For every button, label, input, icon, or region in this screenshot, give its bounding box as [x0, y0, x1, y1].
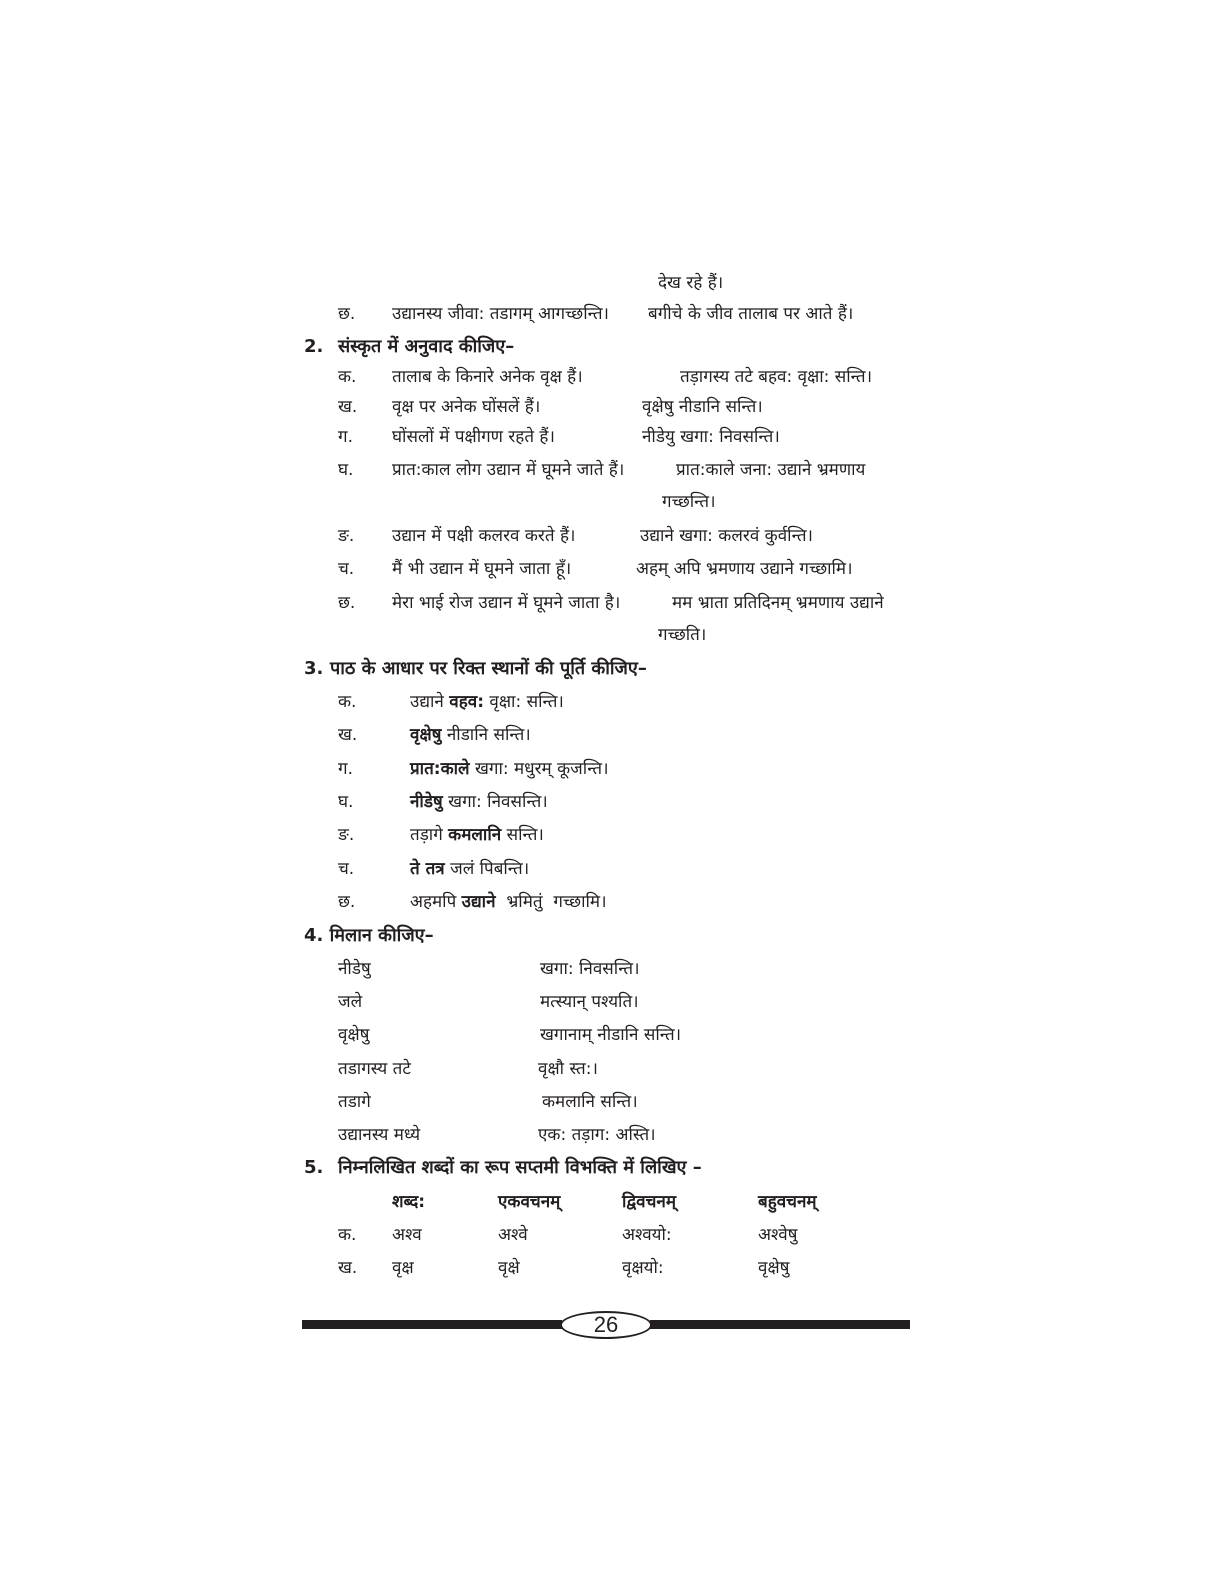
- item-label: क.: [338, 367, 357, 387]
- match-right: कमलानि सन्ति।: [542, 1092, 638, 1112]
- sanskrit-translation-cont: गच्छति।: [658, 625, 707, 645]
- match-left: उद्यानस्य मध्ये: [338, 1125, 421, 1145]
- answer-word: कमलानि: [448, 825, 502, 845]
- q2-title: संस्कृत में अनुवाद कीजिए–: [338, 336, 515, 357]
- q5-number: 5.: [304, 1157, 324, 1178]
- item-label: छ.: [338, 593, 356, 613]
- fill-blank-sentence: उद्याने वहव: वृक्षा: सन्ति।: [410, 692, 564, 712]
- fill-blank-sentence: ते तत्र जलं पिबन्ति।: [410, 859, 530, 879]
- match-left: तडागे: [338, 1092, 371, 1112]
- q5-title: निम्नलिखित शब्दों का रूप सप्तमी विभक्ति में लिखिए –: [338, 1157, 702, 1178]
- sanskrit-translation: उद्याने खगा: कलरवं कुर्वन्ति।: [640, 526, 813, 546]
- table-cell: अश्वे: [498, 1225, 528, 1245]
- q4-title: 4. मिलान कीजिए–: [304, 925, 434, 946]
- match-right: मत्स्यान् पश्यति।: [540, 992, 639, 1012]
- match-left: जले: [338, 992, 363, 1012]
- match-left: नीडेषु: [338, 959, 371, 979]
- fill-blank-sentence: तड़ागे कमलानि सन्ति।: [410, 825, 544, 845]
- sanskrit-translation-cont: गच्छन्ति।: [662, 492, 716, 512]
- item-label: छ.: [338, 304, 356, 324]
- match-right: खगानाम् नीडानि सन्ति।: [540, 1025, 682, 1045]
- table-header: बहुवचनम्: [758, 1192, 817, 1212]
- hindi-sentence: मेरा भाई रोज उद्यान में घूमने जाता है।: [392, 593, 621, 613]
- hindi-sentence: मैं भी उद्यान में घूमने जाता हूँ।: [392, 559, 572, 579]
- table-cell: वृक्ष: [392, 1258, 414, 1278]
- answer-word: प्रात:काले: [410, 759, 470, 779]
- row-label: क.: [338, 1225, 357, 1245]
- match-right: एक: तड़ाग: अस्ति।: [538, 1125, 656, 1145]
- table-header: एकवचनम्: [498, 1192, 561, 1212]
- sanskrit-translation: प्रात:काले जना: उद्याने भ्रमणाय: [676, 460, 866, 480]
- answer-word: ते तत्र: [410, 859, 445, 879]
- hindi-sentence: तालाब के किनारे अनेक वृक्ष हैं।: [392, 367, 583, 387]
- fill-blank-sentence: प्रात:काले खगा: मधुरम् कूजन्ति।: [410, 759, 609, 779]
- sanskrit-translation: मम भ्राता प्रतिदिनम् भ्रमणाय उद्याने: [672, 593, 884, 613]
- hindi-translation: बगीचे के जीव तालाब पर आते हैं।: [648, 304, 854, 324]
- table-cell: वृक्षे: [498, 1258, 520, 1278]
- table-cell: अश्व: [392, 1225, 422, 1245]
- match-left: वृक्षेषु: [338, 1025, 370, 1045]
- sanskrit-translation: अहम् अपि भ्रमणाय उद्याने गच्छामि।: [636, 559, 853, 579]
- answer-word: वृक्षेषु: [410, 725, 442, 745]
- table-header: द्विवचनम्: [622, 1192, 677, 1212]
- fill-blank-sentence: वृक्षेषु नीडानि सन्ति।: [410, 725, 531, 745]
- item-label: च.: [338, 559, 355, 579]
- match-right: वृक्षौ स्त:।: [538, 1059, 598, 1079]
- table-cell: वृक्षेषु: [758, 1258, 790, 1278]
- fill-blank-sentence: नीडेषु खगा: निवसन्ति।: [410, 792, 548, 812]
- sanskrit-translation: वृक्षेषु नीडानि सन्ति।: [642, 397, 763, 417]
- fill-blank-sentence: अहमपि उद्याने भ्रमितुं गच्छामि।: [410, 892, 607, 912]
- hindi-sentence: घोंसलों में पक्षीगण रहते हैं।: [392, 427, 555, 447]
- table-header: शब्द:: [392, 1192, 426, 1212]
- footer-rule-left: [302, 1320, 562, 1329]
- q3-number: 3.: [304, 658, 324, 679]
- item-label: च.: [338, 859, 355, 879]
- table-cell: वृक्षयो:: [622, 1258, 664, 1278]
- item-label: घ.: [338, 792, 354, 812]
- item-label: ङ.: [338, 825, 355, 845]
- sanskrit-translation: तड़ागस्य तटे बहव: वृक्षा: सन्ति।: [680, 367, 873, 387]
- answer-word: वहव:: [449, 692, 485, 712]
- answer-word: उद्याने: [461, 892, 496, 912]
- sanskrit-translation: नीडेयु खगा: निवसन्ति।: [642, 427, 780, 447]
- hindi-sentence: उद्यान में पक्षी कलरव करते हैं।: [392, 526, 576, 546]
- table-cell: अश्वयो:: [622, 1225, 672, 1245]
- item-label: क.: [338, 692, 357, 712]
- match-left: तडागस्य तटे: [338, 1059, 411, 1079]
- q3-title: पाठ के आधार पर रिक्त स्थानों की पूर्ति कीजिए–: [330, 658, 647, 679]
- item-label: ख.: [338, 725, 358, 745]
- hindi-sentence: वृक्ष पर अनेक घोंसलें हैं।: [392, 397, 541, 417]
- item-label: छ.: [338, 892, 356, 912]
- answer-word: नीडेषु: [410, 792, 443, 812]
- page-number: 26: [560, 1311, 652, 1339]
- item-label: ग.: [338, 759, 353, 779]
- table-cell: अश्वेषु: [758, 1225, 798, 1245]
- sanskrit-sentence: उद्यानस्य जीवा: तडागम् आगच्छन्ति।: [392, 304, 609, 324]
- continuation-line: देख रहे हैं।: [658, 273, 724, 293]
- item-label: ङ.: [338, 526, 355, 546]
- item-label: घ.: [338, 460, 354, 480]
- hindi-sentence: प्रात:काल लोग उद्यान में घूमने जाते हैं।: [392, 460, 625, 480]
- match-right: खगा: निवसन्ति।: [540, 959, 640, 979]
- q2-number: 2.: [304, 336, 324, 357]
- footer-rule-right: [650, 1320, 910, 1329]
- item-label: ग.: [338, 427, 353, 447]
- row-label: ख.: [338, 1258, 358, 1278]
- item-label: ख.: [338, 397, 358, 417]
